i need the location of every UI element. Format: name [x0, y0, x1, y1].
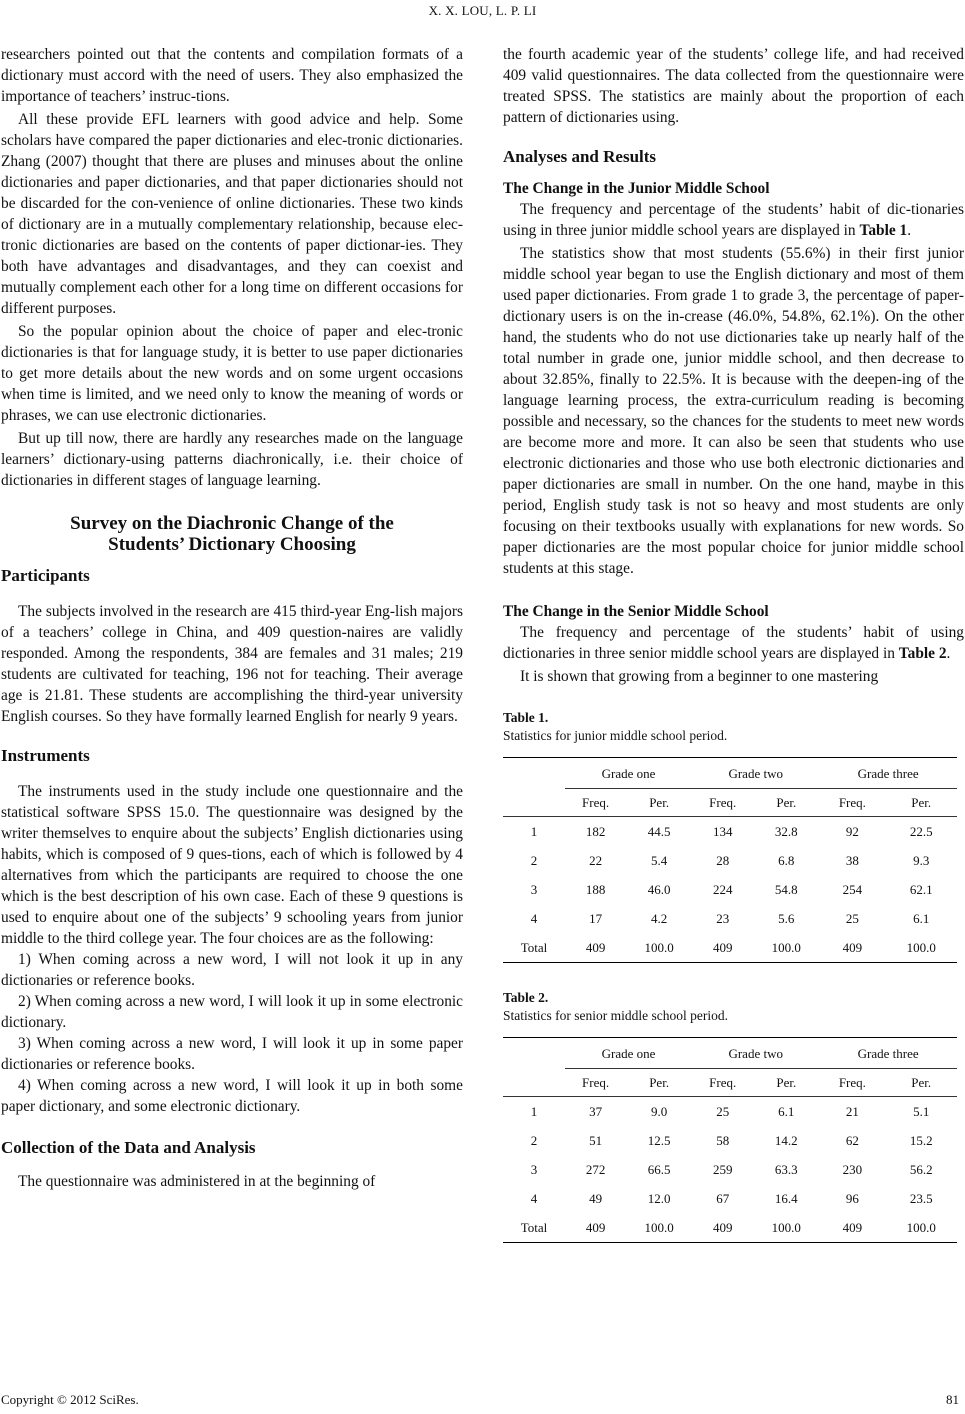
section-heading-line: Survey on the Diachronic Change of the — [70, 513, 394, 534]
paragraph: The statistics show that most students (55.6%) in their first junior middle school year began to use the English dictionary and most of them used paper dictionaries. From grade 1 to grade 3, the percentage of paper-dictionary users is on the in-crease (46.0%, 54.8%, 62.1%). On the other hand, the students who do not use dictionaries take up nearly half of the total number in grade one, junior middle school, and then decrease to about 32.85%, finally to 22.5%. It is because with the deepen-ing of the language learning process, the extra-curriculum reading is becoming possible and necessary, so the chances for the students to meet new words are become more and more. It can also be seen that students who use electronic dictionaries and those who use both electronic dictionaries and paper dictionaries are small in number. On the one hand, maybe in this period, English study task is not so heavy and most students are only focusing on their textbooks usually with explanations for new words. So paper dictionaries are the most popular choice for junior middle school students at this stage. — [503, 245, 964, 577]
table-cell: 100.0 — [753, 1213, 819, 1243]
table-cell: 25 — [692, 1097, 753, 1127]
paragraph: The questionnaire was administered in at the beginning of — [18, 1173, 376, 1190]
table-cell — [503, 758, 565, 789]
table-cell: 272 — [585, 1162, 606, 1177]
choice-item: 2) When coming across a new word, I will look it up in some electronic dictionary. — [1, 993, 463, 1031]
table-cell: 62.1 — [909, 882, 933, 897]
paragraph: All these provide EFL learners with good advice and help. Some scholars have compared the paper dictionaries and elec-tronic dictionaries. Zhang (2007) thought that there are pluses and minuses about the online dictionaries and paper dictionaries, and that paper dictionaries should not be discarded for the con-venience of online dictionaries. These two kinds of dictionary are in a mutually complementary relationship, because elec-tronic dictionaries are based on the contents of paper dictionar-ies. They both have advantages and disadvantages, and they can coexist and mutually complement each other for a long time on different occasions for different purposes. — [1, 111, 463, 317]
subheading-senior: The Change in the Senior Middle School — [503, 603, 769, 620]
table-cell: 3 — [530, 882, 538, 897]
table-reference: Table 2 — [898, 645, 947, 662]
paragraph: the fourth academic year of the students’ college life, and had received 409 valid questionnaires. The data collected from the questionnaire were treated SPSS. The statistics are mainly about the proportion of each pattern of dictionaries using. — [503, 46, 964, 126]
table-cell: 100.0 — [753, 933, 819, 963]
table-cell: 1 — [503, 1097, 565, 1127]
table-header-cell: Freq. — [565, 1069, 626, 1097]
table-cell: 17 — [589, 911, 603, 926]
table-label: Table 2. — [503, 990, 549, 1005]
paragraph — [503, 622, 964, 664]
table-cell: 22 — [589, 853, 603, 868]
table-cell: 9.3 — [913, 853, 930, 868]
choice-item: 4) When coming across a new word, I will look it up in both some paper dictionary, and some electronic dictionary. — [1, 1077, 463, 1115]
table-header-cell: Per. — [626, 789, 692, 817]
table-cell: 66.5 — [647, 1162, 671, 1177]
text-run: The frequency and percentage of the students’ habit of dic-tionaries using in three junior middle school years are displayed in — [503, 201, 964, 239]
footer-page-number: 81 — [946, 1392, 959, 1407]
table-cell: 9.0 — [626, 1097, 692, 1127]
table-reference: Table 1 — [859, 222, 908, 239]
table-cell: 6.8 — [778, 853, 795, 868]
text-run: The frequency and percentage of the students’ habit of using dictionaries in three senior middle school years are displayed in — [503, 624, 964, 662]
table-header-cell: Grade one — [565, 1038, 692, 1069]
table-cell: 409 — [819, 1213, 885, 1243]
table-header-cell: Freq. — [819, 789, 885, 817]
choice-item: 3) When coming across a new word, I will look it up in some paper dictionaries or reference books. — [1, 1035, 463, 1073]
table-header-cell: Per. — [753, 789, 819, 817]
paragraph: It is shown that growing from a beginner to one mastering — [520, 668, 879, 685]
table-cell: 224 — [712, 882, 733, 897]
table-cell: 409 — [692, 1213, 753, 1243]
table-row — [503, 817, 957, 847]
table-1 — [503, 757, 957, 963]
paragraph — [503, 199, 964, 241]
table-header-cell: Grade three — [819, 1038, 957, 1069]
table-subheader-row — [503, 1069, 957, 1097]
subheading-analyses: Analyses and Results — [503, 147, 657, 166]
table-header-cell: Freq. — [692, 789, 753, 817]
table-header-cell: Grade two — [692, 1038, 819, 1069]
right-column — [503, 44, 964, 1243]
table-cell: 2 — [530, 1133, 538, 1148]
table-cell: 12.5 — [647, 1133, 671, 1148]
table-cell: 259 — [712, 1162, 733, 1177]
subheading-participants: Participants — [1, 566, 90, 585]
table-cell: 21 — [819, 1097, 885, 1127]
choice-item: 1) When coming across a new word, I will not look it up in any dictionaries or reference books. — [1, 951, 463, 989]
table-header-cell: Per. — [885, 1069, 957, 1097]
table-cell: 54.8 — [774, 882, 798, 897]
table-cell: 254 — [842, 882, 863, 897]
table-cell: 100.0 — [885, 933, 957, 963]
section-heading — [1, 513, 463, 555]
table-cell: 100.0 — [626, 933, 692, 963]
subheading-collection: Collection of the Data and Analysis — [1, 1138, 256, 1157]
table-cell: 5.1 — [885, 1097, 957, 1127]
table-cell: 2 — [530, 853, 538, 868]
table-label: Table 1. — [503, 710, 549, 725]
table-2 — [503, 1037, 957, 1243]
table-cell: 23.5 — [909, 1191, 933, 1206]
table-header-cell: Grade two — [692, 758, 819, 789]
table-cell: 56.2 — [909, 1162, 933, 1177]
table-cell: 44.5 — [626, 817, 692, 847]
table-header-cell: Freq. — [819, 1069, 885, 1097]
table-cell: 25 — [845, 911, 859, 926]
table-total-row — [503, 933, 957, 963]
left-column — [1, 44, 463, 1192]
paragraph: researchers pointed out that the contents and compilation formats of a dictionary must accord with the need of users. They also emphasized the importance of teachers’ instruc-tions. — [1, 46, 463, 105]
table-cell: 49 — [589, 1191, 603, 1206]
table-cell: 409 — [819, 933, 885, 963]
paragraph: The instruments used in the study include one questionnaire and the statistical software SPSS 15.0. The questionnaire was designed by the writer themselves to enquire about the subjects’ English dictionaries using habits, which is composed of 9 ques-tions, each of which is followed by 4 alternatives from which the participants are required to choose the one which is the best description of his own case. Each of these 9 questions is used to enquire about one of the subjects’ 9 schooling years from junior middle to the third college year. The four choices are as the following: — [1, 783, 463, 947]
table-row — [503, 904, 957, 933]
table-cell: 62 — [845, 1133, 859, 1148]
subheading-instruments: Instruments — [1, 746, 90, 765]
table-header-cell: Freq. — [692, 1069, 753, 1097]
table-cell: 1 — [503, 817, 565, 847]
table-cell: 16.4 — [774, 1191, 798, 1206]
table-cell: 230 — [842, 1162, 863, 1177]
table-header-cell: Grade three — [819, 758, 957, 789]
table-cell: 6.1 — [753, 1097, 819, 1127]
table-cell: Total — [503, 1213, 565, 1243]
table-cell: 4 — [530, 1191, 538, 1206]
table-cell: 5.6 — [778, 911, 795, 926]
paragraph: The subjects involved in the research are 415 third-year Eng-lish majors of a teachers’ college in China, and 409 question-naires are validly responded. Among the respondents, 384 are females and 31 males; 219 students are cultivated for teaching, 196 not for teaching. Their average age is 21.81. These students are accomplishing the third-year university English courses. So they have formally learned English for nearly 9 years. — [1, 603, 463, 725]
table-cell: 58 — [716, 1133, 730, 1148]
section-heading-line: Students’ Dictionary Choosing — [108, 534, 356, 555]
table-header-cell: Per. — [753, 1069, 819, 1097]
paragraph: So the popular opinion about the choice of paper and elec-tronic dictionaries is that for language study, it is better to use paper dictionaries to get more details about the new words and on some urgent occasions when time is limited, and we need only to know the meaning of words or phrases, we can use electronic dictionaries. — [1, 323, 463, 424]
table-cell: 15.2 — [909, 1133, 933, 1148]
table-cell: 4 — [530, 911, 538, 926]
table-cell: 182 — [565, 817, 626, 847]
table-cell: 92 — [819, 817, 885, 847]
text-run: . — [907, 222, 912, 239]
table-caption-text: Statistics for junior middle school period. — [503, 728, 728, 743]
table-cell: 4.2 — [651, 911, 668, 926]
text-run: . — [946, 645, 951, 662]
table-cell: 32.8 — [753, 817, 819, 847]
table-cell: 6.1 — [913, 911, 930, 926]
table-row — [503, 1097, 957, 1127]
table-cell: 22.5 — [885, 817, 957, 847]
table-row — [503, 1126, 957, 1155]
table-row — [503, 846, 957, 875]
table-cell: 23 — [716, 911, 730, 926]
table-header-row — [503, 758, 957, 789]
table-subheader-row — [503, 789, 957, 817]
table-header-cell: Freq. — [565, 789, 626, 817]
table-cell: 67 — [716, 1191, 730, 1206]
table-cell: 96 — [845, 1191, 859, 1206]
table-2-caption — [503, 989, 964, 1025]
table-row — [503, 1184, 957, 1213]
table-header-cell: Per. — [885, 789, 957, 817]
footer-copyright: Copyright © 2012 SciRes. — [1, 1392, 139, 1407]
table-cell: 409 — [692, 933, 753, 963]
table-caption-text: Statistics for senior middle school period. — [503, 1008, 728, 1023]
paragraph: But up till now, there are hardly any researches made on the language learners’ dictionary-using patterns diachronically, i.e. their choice of dictionaries in different stages of language learning. — [1, 430, 463, 489]
running-header — [0, 0, 965, 22]
running-title: X. X. LOU, L. P. LI — [428, 3, 537, 18]
table-cell: Total — [503, 933, 565, 963]
table-cell: 63.3 — [774, 1162, 798, 1177]
table-cell: 100.0 — [885, 1213, 957, 1243]
table-1-caption — [503, 709, 964, 745]
table-row — [503, 875, 957, 904]
table-cell: 5.4 — [651, 853, 668, 868]
table-cell: 12.0 — [647, 1191, 671, 1206]
table-cell: 409 — [565, 1213, 626, 1243]
table-cell: 37 — [565, 1097, 626, 1127]
table-cell: 3 — [530, 1162, 538, 1177]
table-header-cell: Grade one — [565, 758, 692, 789]
table-cell — [503, 789, 565, 817]
table-total-row — [503, 1213, 957, 1243]
table-cell: 100.0 — [626, 1213, 692, 1243]
table-cell — [503, 1038, 565, 1069]
table-cell: 134 — [692, 817, 753, 847]
table-cell: 51 — [589, 1133, 603, 1148]
table-header-row — [503, 1038, 957, 1069]
table-cell: 409 — [565, 933, 626, 963]
table-cell: 188 — [585, 882, 606, 897]
table-cell: 28 — [716, 853, 730, 868]
table-cell — [503, 1069, 565, 1097]
table-row — [503, 1155, 957, 1184]
table-header-cell: Per. — [626, 1069, 692, 1097]
table-cell: 14.2 — [774, 1133, 798, 1148]
table-cell: 46.0 — [647, 882, 671, 897]
table-cell: 38 — [845, 853, 859, 868]
subheading-junior: The Change in the Junior Middle School — [503, 180, 770, 197]
